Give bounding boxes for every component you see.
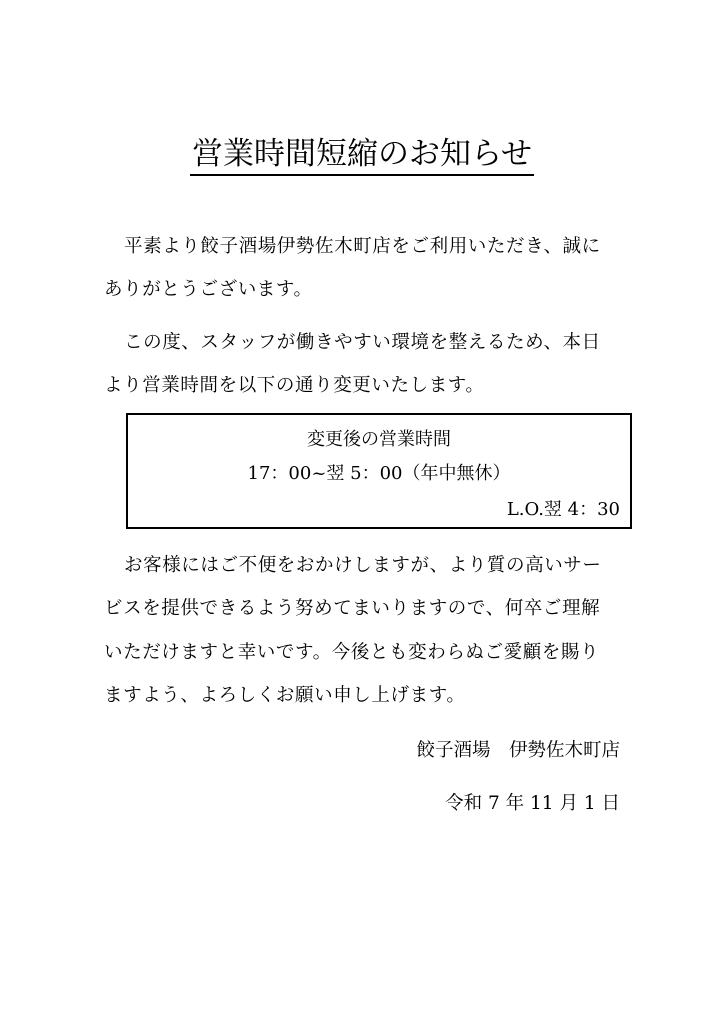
hours-box-heading: 変更後の営業時間 — [307, 429, 451, 450]
hours-box-hours: 17：00~翌 5：00（年中無休） — [247, 463, 511, 484]
page-title — [0, 132, 724, 176]
paragraph-2-line-1: この度、スタッフが働きやすい環境を整えるため、本日 — [124, 332, 601, 353]
paragraph-1-line-2: ありがとうございます。 — [104, 279, 313, 300]
paragraph-3-line-3: いただけますと幸いです。今後とも変わらぬご愛顧を賜り — [104, 642, 600, 663]
paragraph-2-line-2: より営業時間を以下の通り変更いたします。 — [104, 375, 485, 396]
paragraph-3-line-4: ますよう、よろしくお願い申し上げます。 — [104, 685, 466, 706]
page-title-text: 営業時間短縮のお知らせ — [190, 134, 534, 176]
paragraph-3-line-1: お客様にはご不便をおかけしますが、より質の高いサー — [124, 555, 602, 576]
paragraph-3-line-2: ビスを提供できるよう努めてまいりますので、何卒ご理解 — [104, 598, 601, 619]
paragraph-1-line-1: 平素より餃子酒場伊勢佐木町店をご利用いただき、誠に — [124, 236, 601, 257]
signature-date: 令和 7 年 11 月 1 日 — [445, 793, 620, 814]
hours-box-last-order: L.O.翌 4：30 — [506, 499, 620, 520]
hours-box — [126, 413, 632, 529]
signature-store: 餃子酒場 伊勢佐木町店 — [416, 740, 620, 761]
